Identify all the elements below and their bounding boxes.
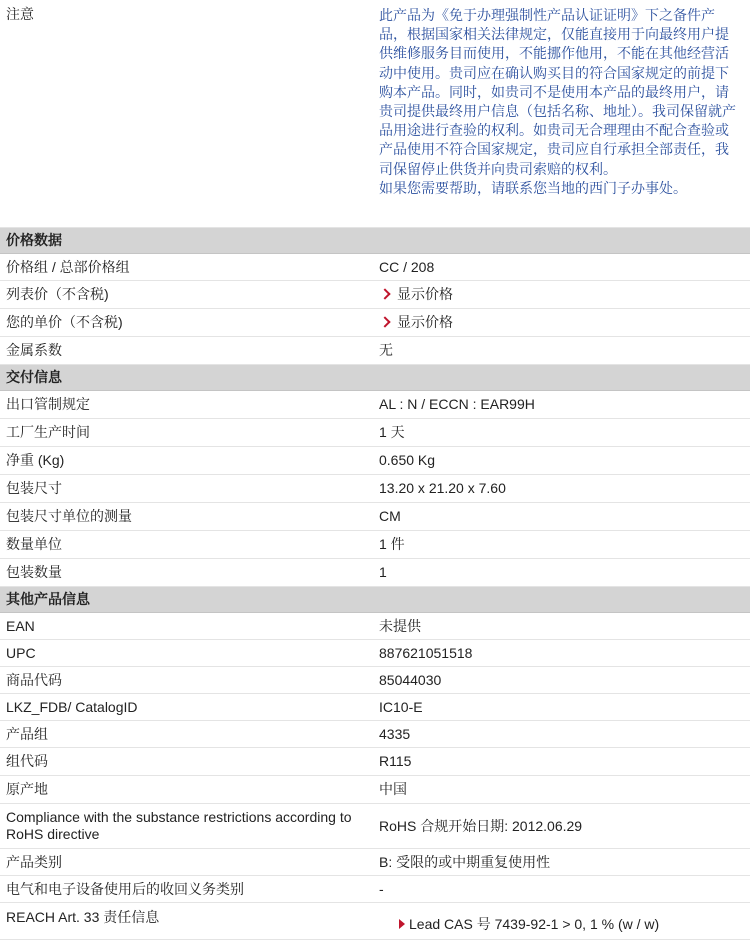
row-value: 未提供 bbox=[373, 613, 750, 640]
section-header-price bbox=[0, 228, 750, 254]
row-value: 0.650 Kg bbox=[373, 447, 750, 475]
row-value: CC / 208 bbox=[373, 254, 750, 281]
table-row bbox=[0, 748, 750, 776]
row-label: 金属系数 bbox=[0, 337, 373, 365]
table-row bbox=[0, 804, 750, 849]
row-label: 包装尺寸单位的测量 bbox=[0, 503, 373, 531]
row-label: 净重 (Kg) bbox=[0, 447, 373, 475]
row-label: EAN bbox=[0, 613, 373, 640]
row-label: 产品组 bbox=[0, 721, 373, 748]
row-label: 价格组 / 总部价格组 bbox=[0, 254, 373, 281]
chevron-right-icon bbox=[379, 316, 390, 327]
row-value: 中国 bbox=[373, 776, 750, 804]
notice-row bbox=[0, 0, 750, 228]
row-value: 887621051518 bbox=[373, 640, 750, 667]
row-label: LKZ_FDB/ CatalogID bbox=[0, 694, 373, 721]
row-label: 列表价（不含税) bbox=[0, 281, 373, 309]
row-value: AL : N / ECCN : EAR99H bbox=[373, 391, 750, 419]
table-row bbox=[0, 309, 750, 337]
table-row bbox=[0, 559, 750, 587]
table-row bbox=[0, 613, 750, 640]
row-label: 包装数量 bbox=[0, 559, 373, 587]
triangle-right-icon bbox=[399, 919, 405, 929]
row-value: 85044030 bbox=[373, 667, 750, 694]
section-title: 价格数据 bbox=[0, 228, 750, 254]
show-price-link-cell bbox=[373, 281, 750, 309]
row-value: RoHS 合规开始日期: 2012.06.29 bbox=[373, 804, 750, 849]
reach-value-cell bbox=[373, 903, 750, 940]
row-label: 电气和电子设备使用后的收回义务类别 bbox=[0, 876, 373, 903]
table-row bbox=[0, 721, 750, 748]
show-price-link-cell bbox=[373, 309, 750, 337]
row-label: 您的单价（不含税) bbox=[0, 309, 373, 337]
show-list-price-link[interactable] bbox=[379, 286, 453, 302]
table-row bbox=[0, 475, 750, 503]
table-row bbox=[0, 503, 750, 531]
table-row bbox=[0, 849, 750, 876]
row-value: 13.20 x 21.20 x 7.60 bbox=[373, 475, 750, 503]
link-label: 显示价格 bbox=[397, 314, 453, 330]
notice-cell bbox=[373, 0, 750, 228]
show-unit-price-link[interactable] bbox=[379, 314, 453, 330]
row-label: 数量单位 bbox=[0, 531, 373, 559]
table-row bbox=[0, 337, 750, 365]
row-label: 包装尺寸 bbox=[0, 475, 373, 503]
table-row bbox=[0, 391, 750, 419]
row-label: 商品代码 bbox=[0, 667, 373, 694]
row-label: 原产地 bbox=[0, 776, 373, 804]
section-title: 其他产品信息 bbox=[0, 587, 750, 613]
row-value: 1 bbox=[373, 559, 750, 587]
row-value: R115 bbox=[373, 748, 750, 776]
row-value: 1 天 bbox=[373, 419, 750, 447]
row-value: B: 受限的或中期重复使用性 bbox=[373, 849, 750, 876]
row-label: 工厂生产时间 bbox=[0, 419, 373, 447]
table-row bbox=[0, 419, 750, 447]
row-value: 无 bbox=[373, 337, 750, 365]
section-header-other bbox=[0, 587, 750, 613]
row-value: CM bbox=[373, 503, 750, 531]
row-value: 1 件 bbox=[373, 531, 750, 559]
table-row bbox=[0, 876, 750, 903]
row-label: 出口管制规定 bbox=[0, 391, 373, 419]
table-row bbox=[0, 640, 750, 667]
row-label: REACH Art. 33 责任信息 bbox=[0, 903, 373, 940]
table-row bbox=[0, 254, 750, 281]
row-label: UPC bbox=[0, 640, 373, 667]
row-label: Compliance with the substance restrictions according to RoHS directive bbox=[0, 804, 373, 849]
notice-paragraph: 此产品为《免于办理强制性产品认证证明》下之备件产品，根据国家相关法律规定，仅能直接用于向最终用户提供维修服务目而使用，不能挪作他用，不能在其他经营活动中使用。贵司应在确认购买目的符合国家规定的前提下购本产品。同时，如贵司不是使用本产品的最终用户，请贵司提供最终用户信息（包括名称、地址）。我司保留就产品用途进行查验的权利。如贵司无合理理由不配合查验或产品使用不符合国家规定，贵司应自行承担全部责任，我司保留停止供货并向贵司索赔的权利。 bbox=[379, 7, 736, 177]
notice-text bbox=[379, 6, 744, 198]
section-header-delivery bbox=[0, 365, 750, 391]
table-row bbox=[0, 903, 750, 940]
notice-help-text: 如果您需要帮助，请联系您当地的西门子办事处。 bbox=[379, 179, 687, 196]
table-row bbox=[0, 281, 750, 309]
link-label: 显示价格 bbox=[397, 286, 453, 302]
section-title: 交付信息 bbox=[0, 365, 750, 391]
chevron-right-icon bbox=[379, 288, 390, 299]
row-label: 组代码 bbox=[0, 748, 373, 776]
table-row bbox=[0, 694, 750, 721]
row-value: 4335 bbox=[373, 721, 750, 748]
table-row bbox=[0, 776, 750, 804]
table-row bbox=[0, 531, 750, 559]
notice-label: 注意 bbox=[0, 0, 373, 228]
row-value: - bbox=[373, 876, 750, 903]
table-row bbox=[0, 447, 750, 475]
row-value: IC10-E bbox=[373, 694, 750, 721]
table-row bbox=[0, 667, 750, 694]
row-value: Lead CAS 号 7439-92-1 > 0, 1 % (w / w) bbox=[409, 915, 660, 932]
row-label: 产品类别 bbox=[0, 849, 373, 876]
